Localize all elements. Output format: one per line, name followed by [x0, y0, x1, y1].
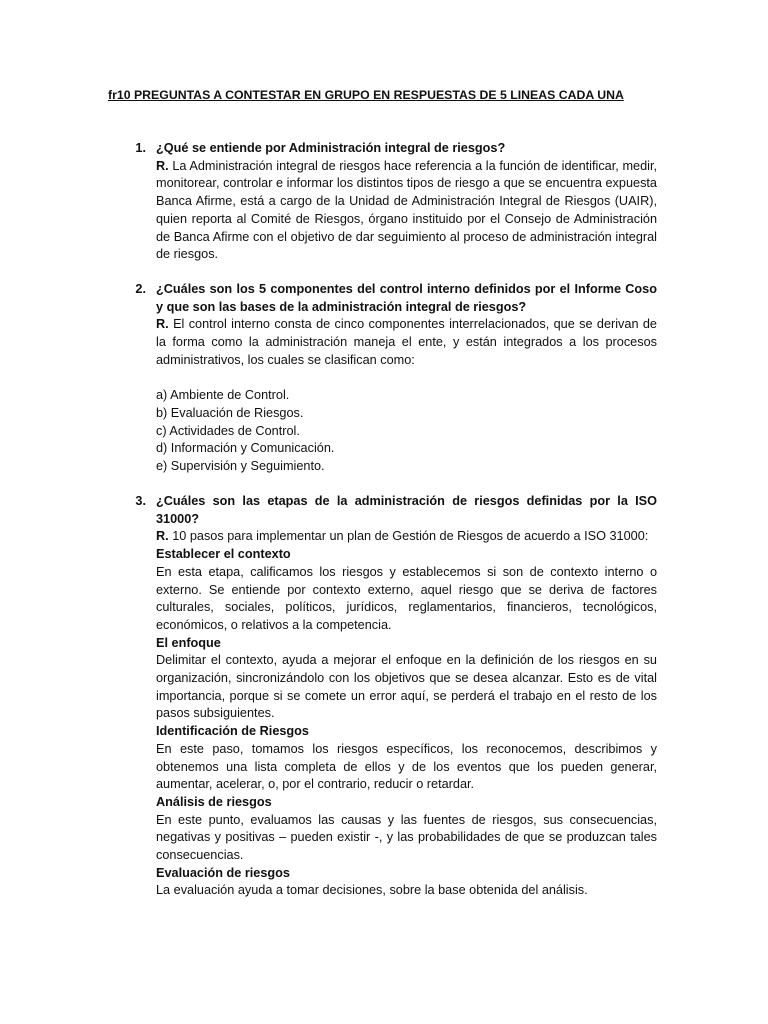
stage-heading: El enfoque	[156, 635, 221, 650]
question-text: ¿Qué se entiende por Administración integral de riesgos?	[156, 141, 506, 155]
answer-prefix: R.	[156, 158, 169, 173]
list-item: b) Evaluación de Riesgos.	[156, 405, 304, 420]
question-number: 3.	[135, 494, 146, 508]
stage-text: La evaluación ayuda a tomar decisiones, sobre la base obtenida del análisis.	[156, 883, 588, 898]
stage-text: Delimitar el contexto, ayuda a mejorar el enfoque en la definición de los riesgos en su organización, sincronizándolo con los objetivos que se desea alcanzar. Esto es de vital importancia, porque si se comete un error aquí, se perderá el trabajo en el resto de los pasos subsiguientes.	[156, 653, 657, 721]
list-item: e) Supervisión y Seguimiento.	[156, 459, 325, 474]
question-body	[156, 493, 657, 900]
answer-body: La Administración integral de riesgos hace referencia a la función de identificar, medir, monitorear, controlar e informar los distintos tipos de riesgo a que se encuentra expuesta Banca Afirme, está a cargo de la Unidad de Administración Integral de Riesgos (UAIR), quien reporta al Comité de Riesgos, órgano instituido por el Consejo de Administración de Banca Afirme con el objetivo de dar seguimiento al proceso de administración integral de riesgos.	[156, 158, 657, 262]
stage-heading: Identificación de Riesgos	[156, 724, 309, 739]
answer-text	[156, 158, 657, 264]
answer-prefix: R.	[156, 317, 169, 332]
list-item: d) Información y Comunicación.	[156, 441, 335, 456]
question-number: 1.	[135, 141, 146, 155]
blank-line	[156, 370, 657, 388]
answer-text	[156, 528, 657, 546]
answer-body: 10 pasos para implementar un plan de Gestión de Riesgos de acuerdo a ISO 31000:	[172, 529, 649, 544]
stage-heading: Establecer el contexto	[156, 547, 291, 562]
question-text: ¿Cuáles son las etapas de la administración de riesgos definidas por la ISO 31000?	[156, 494, 657, 526]
stage-text: En esta etapa, calificamos los riesgos y establecemos si son de contexto interno o externo. Se entiende por contexto externo, aquel riesgo que se deriva de factores culturales, sociales, políticos, jurídicos, reglamentarios, financieros, tecnológicos, económicos, o relativos a la competencia.	[156, 564, 657, 632]
answer-prefix: R.	[156, 529, 169, 544]
stage-heading: Análisis de riesgos	[156, 794, 272, 809]
answer-body: El control interno consta de cinco componentes interrelacionados, que se derivan de la forma como la administración maneja el ente, y están integrados a los procesos administrativos, los cuales se clasifican como:	[156, 317, 657, 367]
stage-text: En este punto, evaluamos las causas y las fuentes de riesgos, sus consecuencias, negativas y positivas – pueden existir -, y las probabilidades de que se produzcan tales consecuencias.	[156, 812, 657, 863]
question-number: 2.	[135, 282, 146, 296]
question-text: ¿Cuáles son los 5 componentes del control interno definidos por el Informe Coso y que son las bases de la administración integral de riesgos?	[156, 282, 657, 314]
list-item: c) Actividades de Control.	[156, 423, 300, 438]
question-body	[156, 140, 657, 264]
answer-text	[156, 316, 657, 369]
component-list	[156, 387, 657, 476]
document-title: fr10 PREGUNTAS A CONTESTAR EN GRUPO EN RESPUESTAS DE 5 LINEAS CADA UNA	[108, 88, 624, 102]
stage-text: En este paso, tomamos los riesgos específicos, los reconocemos, describimos y obtenemos una lista completa de ellos y de los eventos que los pueden generar, aumentar, acelerar, o, por el contrario, reducir o retardar.	[156, 741, 657, 792]
question-body	[156, 281, 657, 476]
list-item: a) Ambiente de Control.	[156, 388, 290, 403]
stage-heading: Evaluación de riesgos	[156, 865, 290, 880]
